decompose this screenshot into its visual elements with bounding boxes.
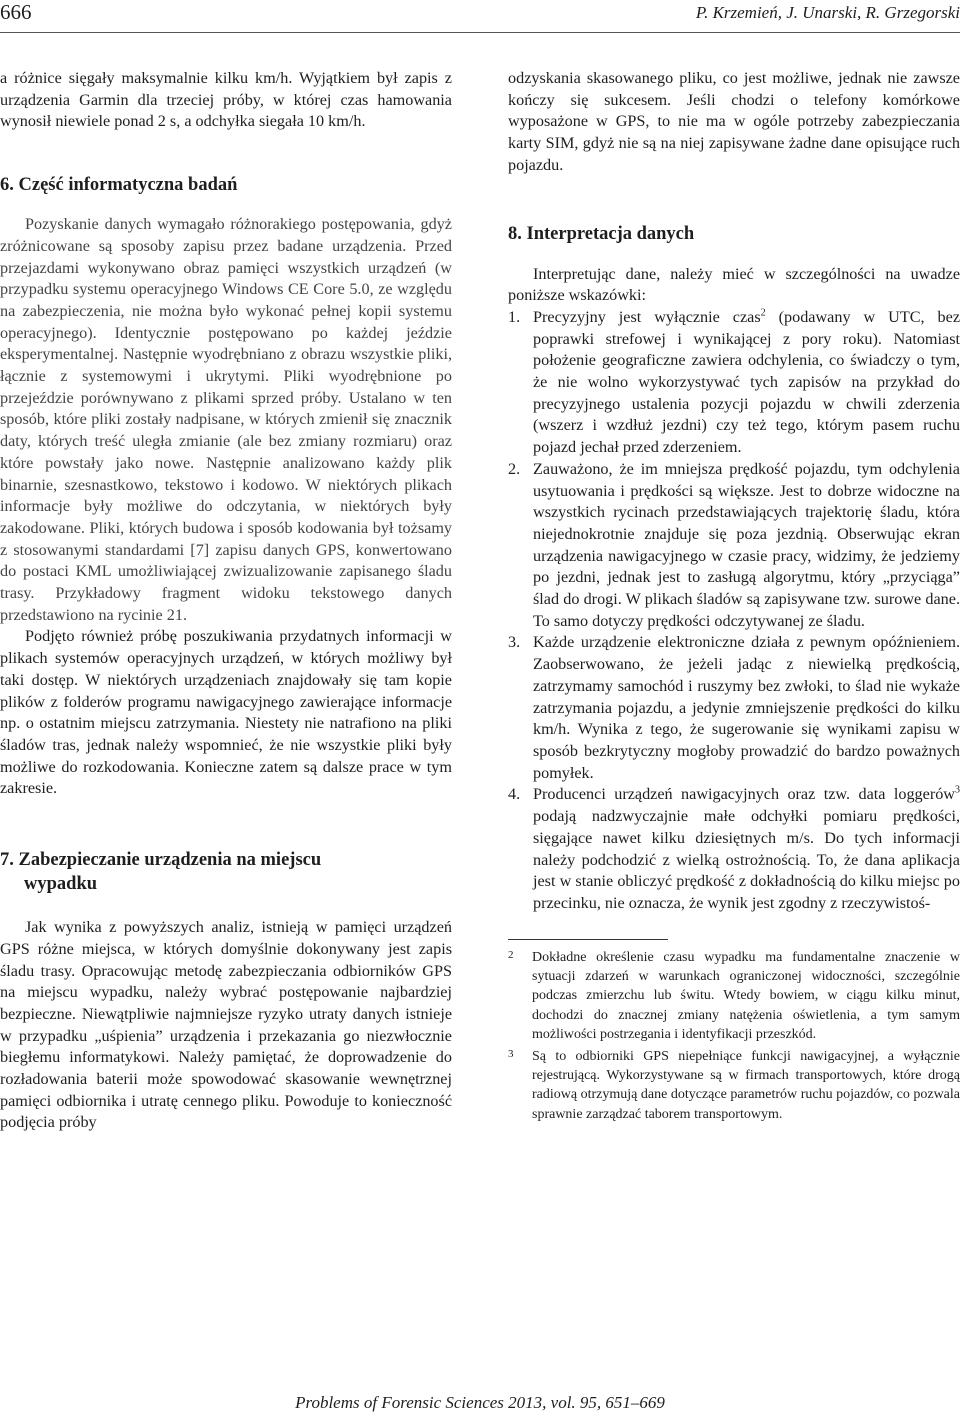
list-item-text-cont: (podawany w UTC, bez poprawki strefowej i wynikającej z pory roku). Natomiast położenie geograficzne zawiera odchylenia, co świadczy o tym, że nie wolno wykorzystywać tych zapisów na przykład do precyzyjnego ustalenia pozycji pojazdu w chwili zderzenia (wszerz i wzdłuż jezdni) czy też tego, którym pasem ruchu pojazd jechał przed zderzeniem. [533,307,960,457]
paragraph-continued: odzyskania skasowanego pliku, co jest możliwe, jednak nie zawsze kończy się sukcesem. Jeśli chodzi o telefony komórkowe wyposażone w GPS, to nie ma w ogóle potrzeby zabezpieczania karty SIM, gdyż nie są na niej zapisywane żadne dane opisujące ruch pojazdu. [508,69,960,174]
list-item-number: 2. [508,459,521,478]
section-7-paragraph-1: Jak wynika z powyższych analiz, istnieją w pamięci urządzeń GPS różne miejsca, w których domyślnie dokonywany jest zapis śladu trasy. Opracowując metodę zabezpieczania odbiorników GPS na miejscu wypadku, należy wybrać postępowanie najbardziej bezpieczne. Niewątpliwie najmniejsze ryzyko utraty danych istnieje w przypadku „uśpienia” urządzenia i przekazania go niezwłocznie biegłemu informatykowi. Należy pamiętać, że doprowadzenie do rozładowania baterii może spowodować skasowanie wewnętrznej pamięci odbiornika i utratę cennego pliku. Powoduje to konieczność podjęcia próby [0,918,452,1132]
right-column [508,68,960,1124]
page-header [0,0,960,30]
section-6-paragraph-2: Podjęto również próbę poszukiwania przydatnych informacji w plikach systemów operacyjnych urządzeń, w których możliwy był taki dostęp. W niektórych urządzeniach znajdowały się tam kopie plików z folderów programu nawigacyjnego zawierające informacje np. o ostatnim miejscu zatrzymania. Niestety nie natrafiono na pliki śladów tras, jednak należy wspomnieć, że nie wszystkie pliki były możliwe do rozkodowania. Konieczne zatem są dalsze prace w tym zakresie. [0,627,452,798]
footnote-number: 2 [508,948,514,961]
footnote-number: 3 [508,1047,514,1060]
list-item-text: Precyzyjny jest wyłącznie czas [533,307,761,326]
footnote [508,948,960,1045]
list-item [508,784,960,914]
footnote-text: Dokładne określenie czasu wypadku ma fundamentalne znaczenie w sytuacji zdarzeń w warunkach ograniczonej widoczności, szczególnie podczas zmierzchu lub świtu. Wtedy bowiem, w ciągu kilku minut, dochodzi do znacznej zmiany natężenia oświetlenia, a tym samym możliwości postrzegania i identyfikacji przeszkód. [532,949,960,1043]
paragraph-intro: a różnice sięgały maksymalnie kilku km/h. Wyjątkiem był zapis z urządzenia Garmin dla trzeciej próby, w której czas hamowania wynosił niewiele ponad 2 s, a odchyłka siegała 10 km/h. [0,69,452,131]
list-item-number: 3. [508,633,521,652]
section-7-heading [0,848,452,896]
footnote-ref: 3 [955,785,960,796]
footnote [508,1047,960,1125]
section-8-heading: 8. Interpretacja danych [508,223,695,244]
left-column [0,68,452,1134]
guidelines-list [508,307,960,915]
footnote-rule [508,939,668,940]
section-6-heading: 6. Część informatyczna badań [0,175,238,196]
list-item-number: 1. [508,307,521,326]
footnote-ref: 2 [760,307,766,319]
page-number: 666 [0,0,32,24]
header-rule [0,32,960,33]
list-item-text: Zauważono, że im mniejsza prędkość pojazdu, tym odchylenia usytuowania i prędkości są większe. Jest to dobrze widoczne na wszystkich rycinach przedstawiających trajektorię śladu, która niejednokrotnie znajduje się poza jezdnią. Obserwując ekran urządzenia nawigacyjnego w czasie pracy, widzimy, że jedziemy po jezdni, jednak jest to zasługą algorytmu, który „przyciąga” ślad do drogi. W plikach śladów są zapisywane tzw. surowe dane. To samo dotyczy prędkości odczytywanej ze śladu. [533,459,960,630]
list-item [508,307,960,459]
list-item [508,632,960,784]
journal-citation: Problems of Forensic Sciences 2013, vol. 95, 651–669 [295,1393,665,1412]
section-6-paragraph-1: Pozyskanie danych wymagało różnorakiego postępowania, gdyż zróżnicowane są sposoby zapisu przez badane urządzenia. Przed przejazdami wykonywano obraz pamięci wszystkich urządzeń (w przypadku systemu operacyjnego Windows CE Core 5.0, ze względu na zabezpieczenia, nie można było wykonać pełnej kopii systemu operacyjnego). Identycznie postępowano po każdej jeździe eksperymentalnej. Następnie wyodrębniano z obrazu wszystkie pliki, łącznie z systemowymi i ukrytymi. Pliki wyodrębnione po przejeździe porównywano z plikami sprzed próby. Ustalano w ten sposób, które pliki zostały nadpisane, w których zmienił się znacznik daty, których treść uległa zmianie (ale bez zmiany rozmiaru) oraz które powstały jako nowe. Następnie analizowano każdy plik binarnie, szesnastkowo, tekstowo i kodowo. W niektórych plikach informacje były możliwe do odczytania, w niektórych były zakodowane. Pliki, których budowa i sposób kodowania był tożsamy z stosowanymi standardami [7] zapisu danych GPS, konwertowano do postaci KML umożliwiającej zwizualizowanie zapisanego śladu trasy. Przykładowy fragment widoku tekstowego danych przedstawiono na rycinie 21. [0,215,452,624]
section-7-heading-line-2: wypadku [24,874,98,895]
list-item-number: 4. [508,785,521,804]
running-head-authors: P. Krzemień, J. Unarski, R. Grzegorski [695,3,960,22]
list-item-text-cont: podają nadzwyczajnie małe odchyłki pomiaru prędkości, sięgające nawet kilku dziesiętnych m/s. Do tych informacji należy podchodzić z wielką ostrożnością. To, że dana aplikacja jest w stanie obliczyć prędkość z dokładnością do kilku miejsc po przecinku, nie oznacza, że wynik jest zgodny z rzeczywistoś- [533,807,960,912]
footnote-text: Są to odbiorniki GPS niepełniące funkcji nawigacyjnej, a wyłącznie rejestrującą. Wykorzystywane są w firmach transportowych, które drogą radiową otrzymują dane dotyczące parametrów ruchu pojazdów, co pozwala sprawnie zarządzać taborem transportowym. [532,1048,960,1122]
section-7-heading-line-1: 7. Zabezpieczanie urządzenia na miejscu [0,850,322,871]
list-item [508,459,960,633]
list-item-text: Producenci urządzeń nawigacyjnych oraz tzw. data loggerów [533,785,955,804]
list-item-text: Każde urządzenie elektroniczne działa z pewnym opóźnieniem. Zaobserwowano, że jeżeli jadąc z niewielką prędkością, zatrzymamy samochód i ruszymy bez zwłoki, to ślad nie wykaże zatrzymania pojazdu, a jedynie zmniejszenie prędkości do kilku km/h. Wynika z tego, że sugerowanie się wynikami zapisu w sposób bezkrytyczny mogłoby prowadzić do bardzo poważnych pomyłek. [533,633,960,782]
section-8-intro: Interpretując dane, należy mieć w szczególności na uwadze poniższe wskazówki: [508,264,960,305]
